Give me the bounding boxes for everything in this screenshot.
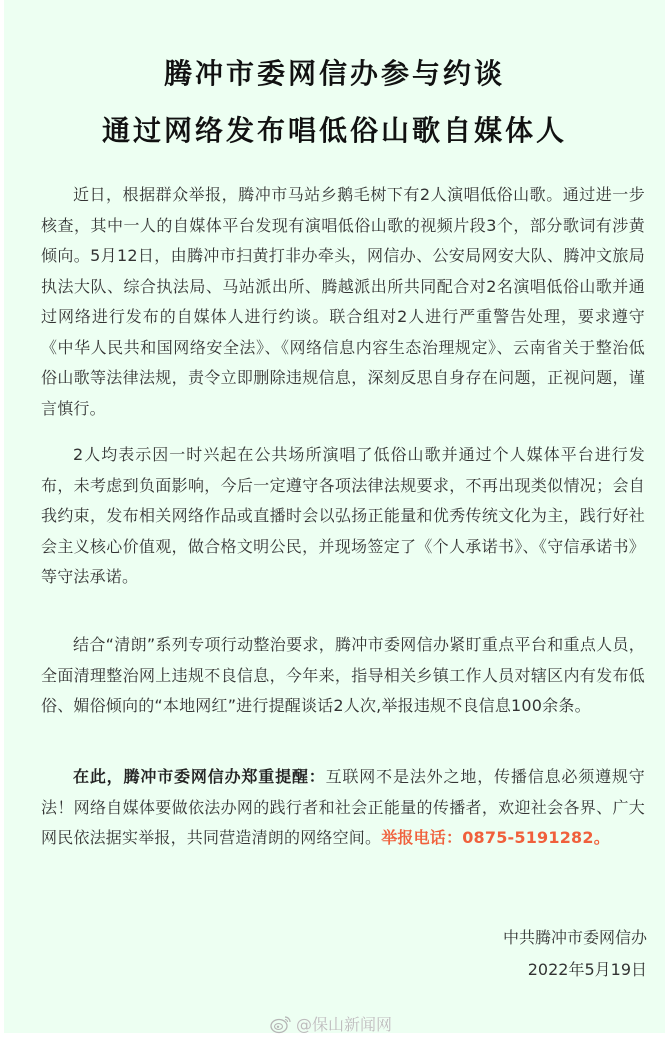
reminder-body: 互联网不是法外之地，传播信息必须遵规守法！网络自媒体要做依法办网的践行者和社会正能量的传播者，欢迎社会各界、广大网民依法据实举报，共同营造清朗的网络空间。 bbox=[41, 767, 645, 847]
title-line-1: 腾冲市委网信办参与约谈 bbox=[163, 57, 505, 90]
watermark-text: @保山新闻网 bbox=[296, 1015, 393, 1034]
signature-date: 2022年5月19日 bbox=[527, 960, 647, 979]
signature-org: 中共腾冲市委网信办 bbox=[502, 928, 647, 947]
paragraph-reminder bbox=[41, 762, 645, 854]
title-line-2: 通过网络发布唱低俗山歌自媒体人 bbox=[101, 114, 567, 147]
reminder-lead: 在此，腾冲市委网信办郑重提醒： bbox=[73, 767, 326, 786]
paragraph-1: 近日，根据群众举报，腾冲市马站乡鹅毛树下有2人演唱低俗山歌。通过进一步核查，其中一人的自媒体平台发现有演唱低俗山歌的视频片段3个，部分歌词有涉黄倾向。5月12日，由腾冲市扫黄打非办牵头，网信办、公安局网安大队、腾冲文旅局执法大队、综合执法局、马站派出所、腾越派出所共同配合对2名演唱低俗山歌并通过网络进行发布的自媒体人进行约谈。联合组对2人进行严重警告处理，要求遵守《中华人民共和国网络安全法》、《网络信息内容生态治理规定》、云南省关于整治低俗山歌等法律法规，责令立即删除违规信息，深刻反思自身存在问题，正视问题，谨言慎行。 bbox=[41, 185, 645, 418]
paragraph-3: 结合“清朗”系列专项行动整治要求，腾冲市委网信办紧盯重点平台和重点人员，全面清理整治网上违规不良信息，今年来，指导相关乡镇工作人员对辖区内有发布低俗、媚俗倾向的“本地网红”进行提醒谈话2人次,举报违规不良信息100余条。 bbox=[41, 635, 645, 715]
weibo-icon bbox=[270, 1014, 292, 1034]
watermark bbox=[270, 1012, 392, 1035]
report-hotline: 举报电话：0875-5191282。 bbox=[381, 828, 610, 847]
document-page bbox=[4, 0, 665, 1033]
paragraph-2: 2人均表示因一时兴起在公共场所演唱了低俗山歌并通过个人媒体平台进行发布，未考虑到负面影响，今后一定遵守各项法律法规要求，不再出现类似情况；会自我约束，发布相关网络作品或直播时会以弘扬正能量和优秀传统文化为主，践行好社会主义核心价值观，做合格文明公民，并现场签定了《个人承诺书》、《守信承诺书》等守法承诺。 bbox=[41, 445, 645, 586]
